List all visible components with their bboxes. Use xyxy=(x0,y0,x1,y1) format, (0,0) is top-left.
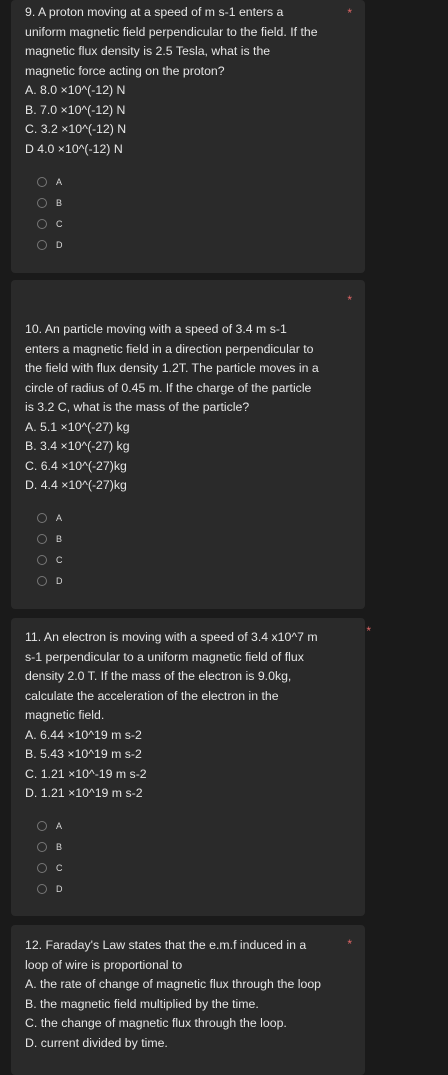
option-text: A. the rate of change of magnetic flux through the loop xyxy=(25,977,322,991)
radio-circle-icon[interactable] xyxy=(37,513,47,523)
radio-option-c[interactable] xyxy=(25,213,351,234)
question-text: 11. An electron is moving with a speed of 3.4 x10^7 m s-1 perpendicular to a uniform magnetic field of flux density 2.0 T. If the mass of the electron is 9.0kg, calculate the acceleration of the electron in the magnetic field. xyxy=(25,630,318,722)
radio-option-a[interactable] xyxy=(25,816,351,837)
radio-label: B xyxy=(56,842,63,852)
radio-option-d[interactable] xyxy=(25,234,351,255)
radio-circle-icon[interactable] xyxy=(37,576,47,586)
radio-option-d[interactable] xyxy=(25,571,351,592)
radio-circle-icon[interactable] xyxy=(37,177,47,187)
radio-label: C xyxy=(56,863,63,873)
option-text: C. 1.21 ×10^-19 m s-2 xyxy=(25,766,147,781)
required-asterisk: * xyxy=(366,624,371,638)
radio-label: B xyxy=(56,534,63,544)
radio-circle-icon[interactable] xyxy=(37,555,47,565)
radio-option-a[interactable] xyxy=(25,508,351,529)
radio-option-b[interactable] xyxy=(25,192,351,213)
option-text: B. 7.0 ×10^(-12) N xyxy=(25,102,126,117)
option-list xyxy=(25,975,351,1053)
radio-label: D xyxy=(56,576,63,586)
option-text: B. the magnetic field multiplied by the time. xyxy=(25,996,259,1011)
radio-label: D xyxy=(56,884,63,894)
option-text: C. the change of magnetic flux through the loop. xyxy=(25,1016,287,1030)
option-list xyxy=(25,81,351,159)
option-text: D 4.0 ×10^(-12) N xyxy=(25,141,123,156)
option-text: D. 4.4 ×10^(-27)kg xyxy=(25,478,127,492)
option-text: B. 5.43 ×10^19 m s-2 xyxy=(25,747,142,761)
question-card-9 xyxy=(11,0,365,273)
radio-circle-icon[interactable] xyxy=(37,534,47,544)
radio-circle-icon[interactable] xyxy=(37,240,47,250)
required-asterisk: * xyxy=(347,293,352,307)
option-text: A. 6.44 ×10^19 m s-2 xyxy=(25,727,142,742)
radio-circle-icon[interactable] xyxy=(37,219,47,229)
question-card-10 xyxy=(11,280,365,609)
radio-option-c[interactable] xyxy=(25,858,351,879)
option-text: D. current divided by time. xyxy=(25,1035,168,1050)
option-text: D. 1.21 ×10^19 m s-2 xyxy=(25,786,143,800)
option-text: A. 5.1 ×10^(-27) kg xyxy=(25,419,130,434)
question-text: 12. Faraday's Law states that the e.m.f induced in a loop of wire is proportional to xyxy=(25,938,307,972)
radio-option-d[interactable] xyxy=(25,879,351,900)
radio-label: C xyxy=(56,555,63,565)
radio-option-c[interactable] xyxy=(25,550,351,571)
radio-option-b[interactable] xyxy=(25,837,351,858)
radio-label: A xyxy=(56,821,63,831)
question-text: 9. A proton moving at a speed of m s-1 enters a uniform magnetic field perpendicular to the field. If the magnetic flux density is 2.5 Tesla, what is the magnetic force acting on the proton? xyxy=(25,5,318,78)
radio-group xyxy=(25,171,351,255)
option-text: B. 3.4 ×10^(-27) kg xyxy=(25,439,130,453)
option-list xyxy=(25,418,351,496)
radio-label: D xyxy=(56,239,63,250)
radio-circle-icon[interactable] xyxy=(37,821,47,831)
required-asterisk: * xyxy=(347,937,352,951)
question-card-12 xyxy=(11,925,365,1075)
option-text: C. 3.2 ×10^(-12) N xyxy=(25,122,127,136)
radio-option-b[interactable] xyxy=(25,529,351,550)
radio-label: A xyxy=(56,176,63,187)
radio-circle-icon[interactable] xyxy=(37,842,47,852)
option-list xyxy=(25,726,351,804)
radio-group xyxy=(25,816,351,900)
radio-label: C xyxy=(56,218,63,229)
radio-circle-icon[interactable] xyxy=(37,198,47,208)
required-asterisk: * xyxy=(347,6,352,20)
radio-label: B xyxy=(56,197,63,208)
option-text: C. 6.4 ×10^(-27)kg xyxy=(25,458,127,473)
question-card-11 xyxy=(11,618,371,916)
radio-group xyxy=(25,508,351,592)
radio-circle-icon[interactable] xyxy=(37,863,47,873)
radio-option-a[interactable] xyxy=(25,171,351,192)
question-text: 10. An particle moving with a speed of 3.4 m s-1 enters a magnetic field in a direction perpendicular to the field with flux density 1.2T. The particle moves in a circle of radius of 0.45 m. If the charge of the particle is 3.2 C, what is the mass of the particle? xyxy=(25,322,319,414)
option-text: A. 8.0 ×10^(-12) N xyxy=(25,83,126,97)
radio-circle-icon[interactable] xyxy=(37,884,47,894)
radio-label: A xyxy=(56,513,63,523)
